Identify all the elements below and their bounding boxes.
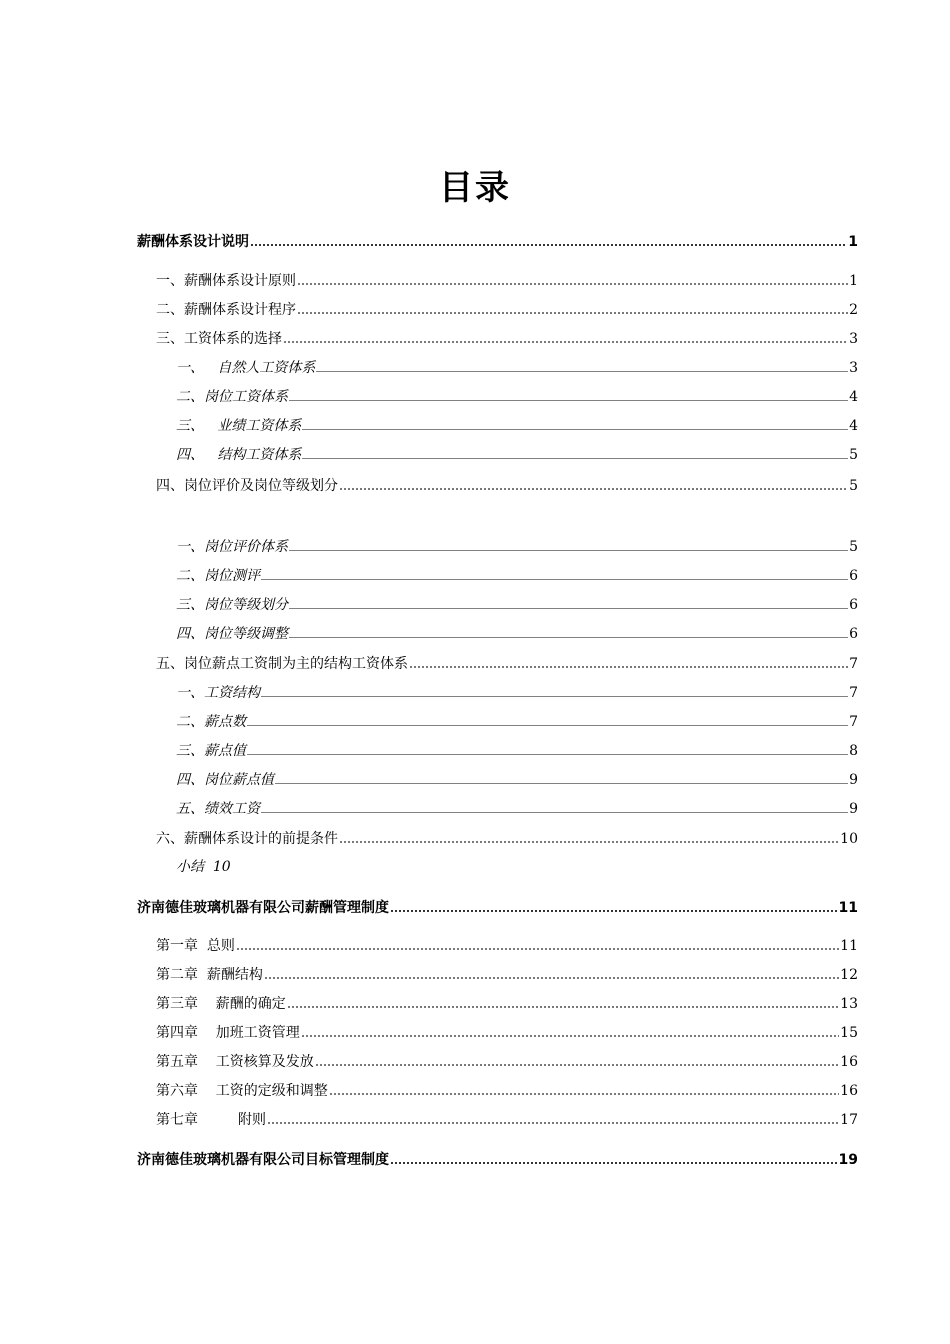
toc-page-number: 11: [840, 938, 858, 954]
toc-entry-level2[interactable]: [156, 328, 858, 348]
toc-page-number: 2: [849, 302, 858, 318]
toc-leader-dots: [329, 1092, 839, 1096]
toc-leader-dots: [250, 243, 847, 247]
toc-page-number: 7: [849, 714, 858, 730]
toc-page-number: 9: [849, 801, 858, 817]
toc-page-number: 13: [840, 996, 858, 1012]
toc-leader-dots: [275, 781, 848, 785]
toc-leader-dots: [261, 694, 848, 698]
toc-entry-chapter[interactable]: [156, 1109, 858, 1129]
toc-page-number: 3: [849, 331, 858, 347]
toc-entry-label: 第二章 薪酬结构: [156, 967, 263, 983]
toc-page-number: 6: [849, 568, 858, 584]
page-title: 目录: [439, 168, 511, 208]
toc-leader-dots: [302, 456, 848, 460]
toc-entry-label: 三、工资体系的选择: [156, 331, 282, 347]
toc-leader-dots: [247, 723, 848, 727]
toc-entry-level3[interactable]: [176, 769, 858, 789]
toc-entry-label: 三、 业绩工资体系: [176, 418, 302, 434]
toc-page-number: 7: [849, 685, 858, 701]
toc-leader-dots: [409, 665, 848, 669]
toc-entry-label: 二、薪点数: [176, 714, 246, 730]
toc-entry-level3[interactable]: [176, 682, 858, 702]
toc-entry-level2[interactable]: [156, 828, 858, 848]
toc-entry-label: 一、岗位评价体系: [176, 539, 288, 555]
toc-entry-level2[interactable]: [156, 475, 858, 495]
toc-leader-dots: [301, 1034, 839, 1038]
toc-page-number: 1: [849, 273, 858, 289]
toc-entry-chapter[interactable]: [156, 1051, 858, 1071]
toc-entry-level2[interactable]: [156, 299, 858, 319]
toc-page-number: 12: [840, 967, 858, 983]
toc-leader-dots: [297, 311, 848, 315]
toc-leader-dots: [247, 752, 848, 756]
toc-entry-level3[interactable]: [176, 444, 858, 464]
toc-entry-level3[interactable]: [176, 798, 858, 818]
toc-leader-dots: [289, 635, 848, 639]
toc-entry-level3[interactable]: [176, 594, 858, 614]
toc-entry-label: 五、绩效工资: [176, 801, 260, 817]
toc-page-number: 6: [849, 597, 858, 613]
toc-leader-dots: [339, 487, 848, 491]
toc-page-number: 4: [849, 418, 858, 434]
toc-entry-label: 四、岗位评价及岗位等级划分: [156, 478, 338, 494]
toc-leader-dots: [289, 606, 848, 610]
toc-entry-label: 二、薪酬体系设计程序: [156, 302, 296, 318]
toc-entry-label: 四、 结构工资体系: [176, 447, 302, 463]
toc-leader-dots: [267, 1121, 839, 1125]
toc-entry-label: 薪酬体系设计说明: [137, 234, 249, 250]
toc-page-number: 9: [849, 772, 858, 788]
toc-page-number: 7: [849, 656, 858, 672]
toc-leader-dots: [287, 1005, 839, 1009]
toc-entry-label: 第六章 工资的定级和调整: [156, 1083, 328, 1099]
toc-entry-label: 四、岗位等级调整: [176, 626, 288, 642]
toc-leader-dots: [283, 340, 848, 344]
toc-entry-level2[interactable]: [156, 653, 858, 673]
toc-entry-level1[interactable]: [137, 1149, 858, 1169]
toc-page-number: 8: [849, 743, 858, 759]
toc-page-number: 5: [849, 447, 858, 463]
toc-page-number: 3: [849, 360, 858, 376]
toc-page-number: 6: [849, 626, 858, 642]
toc-leader-dots: [316, 369, 848, 373]
toc-page-number: 10: [840, 831, 858, 847]
toc-entry-label: 第四章 加班工资管理: [156, 1025, 300, 1041]
toc-page-number: 5: [849, 478, 858, 494]
toc-leader-dots: [315, 1063, 839, 1067]
toc-entry-label: 第一章 总则: [156, 938, 235, 954]
toc-page-number: 4: [849, 389, 858, 405]
toc-entry-summary[interactable]: 小结 10: [176, 859, 231, 875]
toc-entry-label: 第五章 工资核算及发放: [156, 1054, 314, 1070]
toc-entry-label: 济南德佳玻璃机器有限公司目标管理制度: [137, 1152, 389, 1168]
toc-leader-dots: [289, 548, 848, 552]
toc-leader-dots: [261, 577, 848, 581]
toc-page-number: 11: [838, 900, 858, 916]
toc-entry-label: 第七章 附则: [156, 1112, 267, 1128]
toc-page-number: 17: [840, 1112, 858, 1128]
toc-page-number: 16: [840, 1054, 858, 1070]
toc-leader-dots: [302, 427, 848, 431]
toc-entry-label: 五、岗位薪点工资制为主的结构工资体系: [156, 656, 408, 672]
toc-entry-chapter[interactable]: [156, 1022, 858, 1042]
toc-leader-dots: [390, 909, 838, 913]
toc-entry-level3[interactable]: [176, 623, 858, 643]
toc-entry-chapter[interactable]: [156, 964, 858, 984]
toc-leader-dots: [297, 282, 848, 286]
toc-page-number: 16: [840, 1083, 858, 1099]
toc-entry-level2[interactable]: [156, 270, 858, 290]
toc-entry-label: 二、岗位工资体系: [176, 389, 288, 405]
toc-entry-label: 一、 自然人工资体系: [176, 360, 316, 376]
toc-entry-label: 六、薪酬体系设计的前提条件: [156, 831, 338, 847]
toc-entry-label: 三、岗位等级划分: [176, 597, 288, 613]
toc-entry-label: 济南德佳玻璃机器有限公司薪酬管理制度: [137, 900, 389, 916]
toc-entry-label: 四、岗位薪点值: [176, 772, 274, 788]
toc-entry-label: 一、工资结构: [176, 685, 260, 701]
toc-page-number: 1: [848, 234, 858, 250]
toc-entry-level3[interactable]: [176, 565, 858, 585]
toc-entry-chapter[interactable]: [156, 1080, 858, 1100]
toc-leader-dots: [236, 947, 839, 951]
toc-entry-level3[interactable]: [176, 536, 858, 556]
toc-leader-dots: [390, 1161, 838, 1165]
toc-entry-chapter[interactable]: [156, 935, 858, 955]
toc-leader-dots: [289, 398, 848, 402]
toc-leader-dots: [261, 810, 848, 814]
toc-entry-label: 一、薪酬体系设计原则: [156, 273, 296, 289]
toc-leader-dots: [339, 840, 839, 844]
toc-entry-level3[interactable]: [176, 386, 858, 406]
toc-entry-label: 三、薪点值: [176, 743, 246, 759]
toc-entry-level1[interactable]: [137, 897, 858, 917]
toc-page-number: 5: [849, 539, 858, 555]
toc-leader-dots: [264, 976, 839, 980]
toc-entry-level3[interactable]: [176, 711, 858, 731]
toc-entry-label: 二、岗位测评: [176, 568, 260, 584]
toc-entry-level3[interactable]: [176, 415, 858, 435]
toc-entry-level1[interactable]: [137, 231, 858, 251]
toc-entry-level3[interactable]: [176, 357, 858, 377]
toc-page-number: 19: [838, 1152, 858, 1168]
toc-entry-label: 第三章 薪酬的确定: [156, 996, 286, 1012]
toc-entry-level3[interactable]: [176, 740, 858, 760]
toc-entry-chapter[interactable]: [156, 993, 858, 1013]
toc-page-number: 15: [840, 1025, 858, 1041]
